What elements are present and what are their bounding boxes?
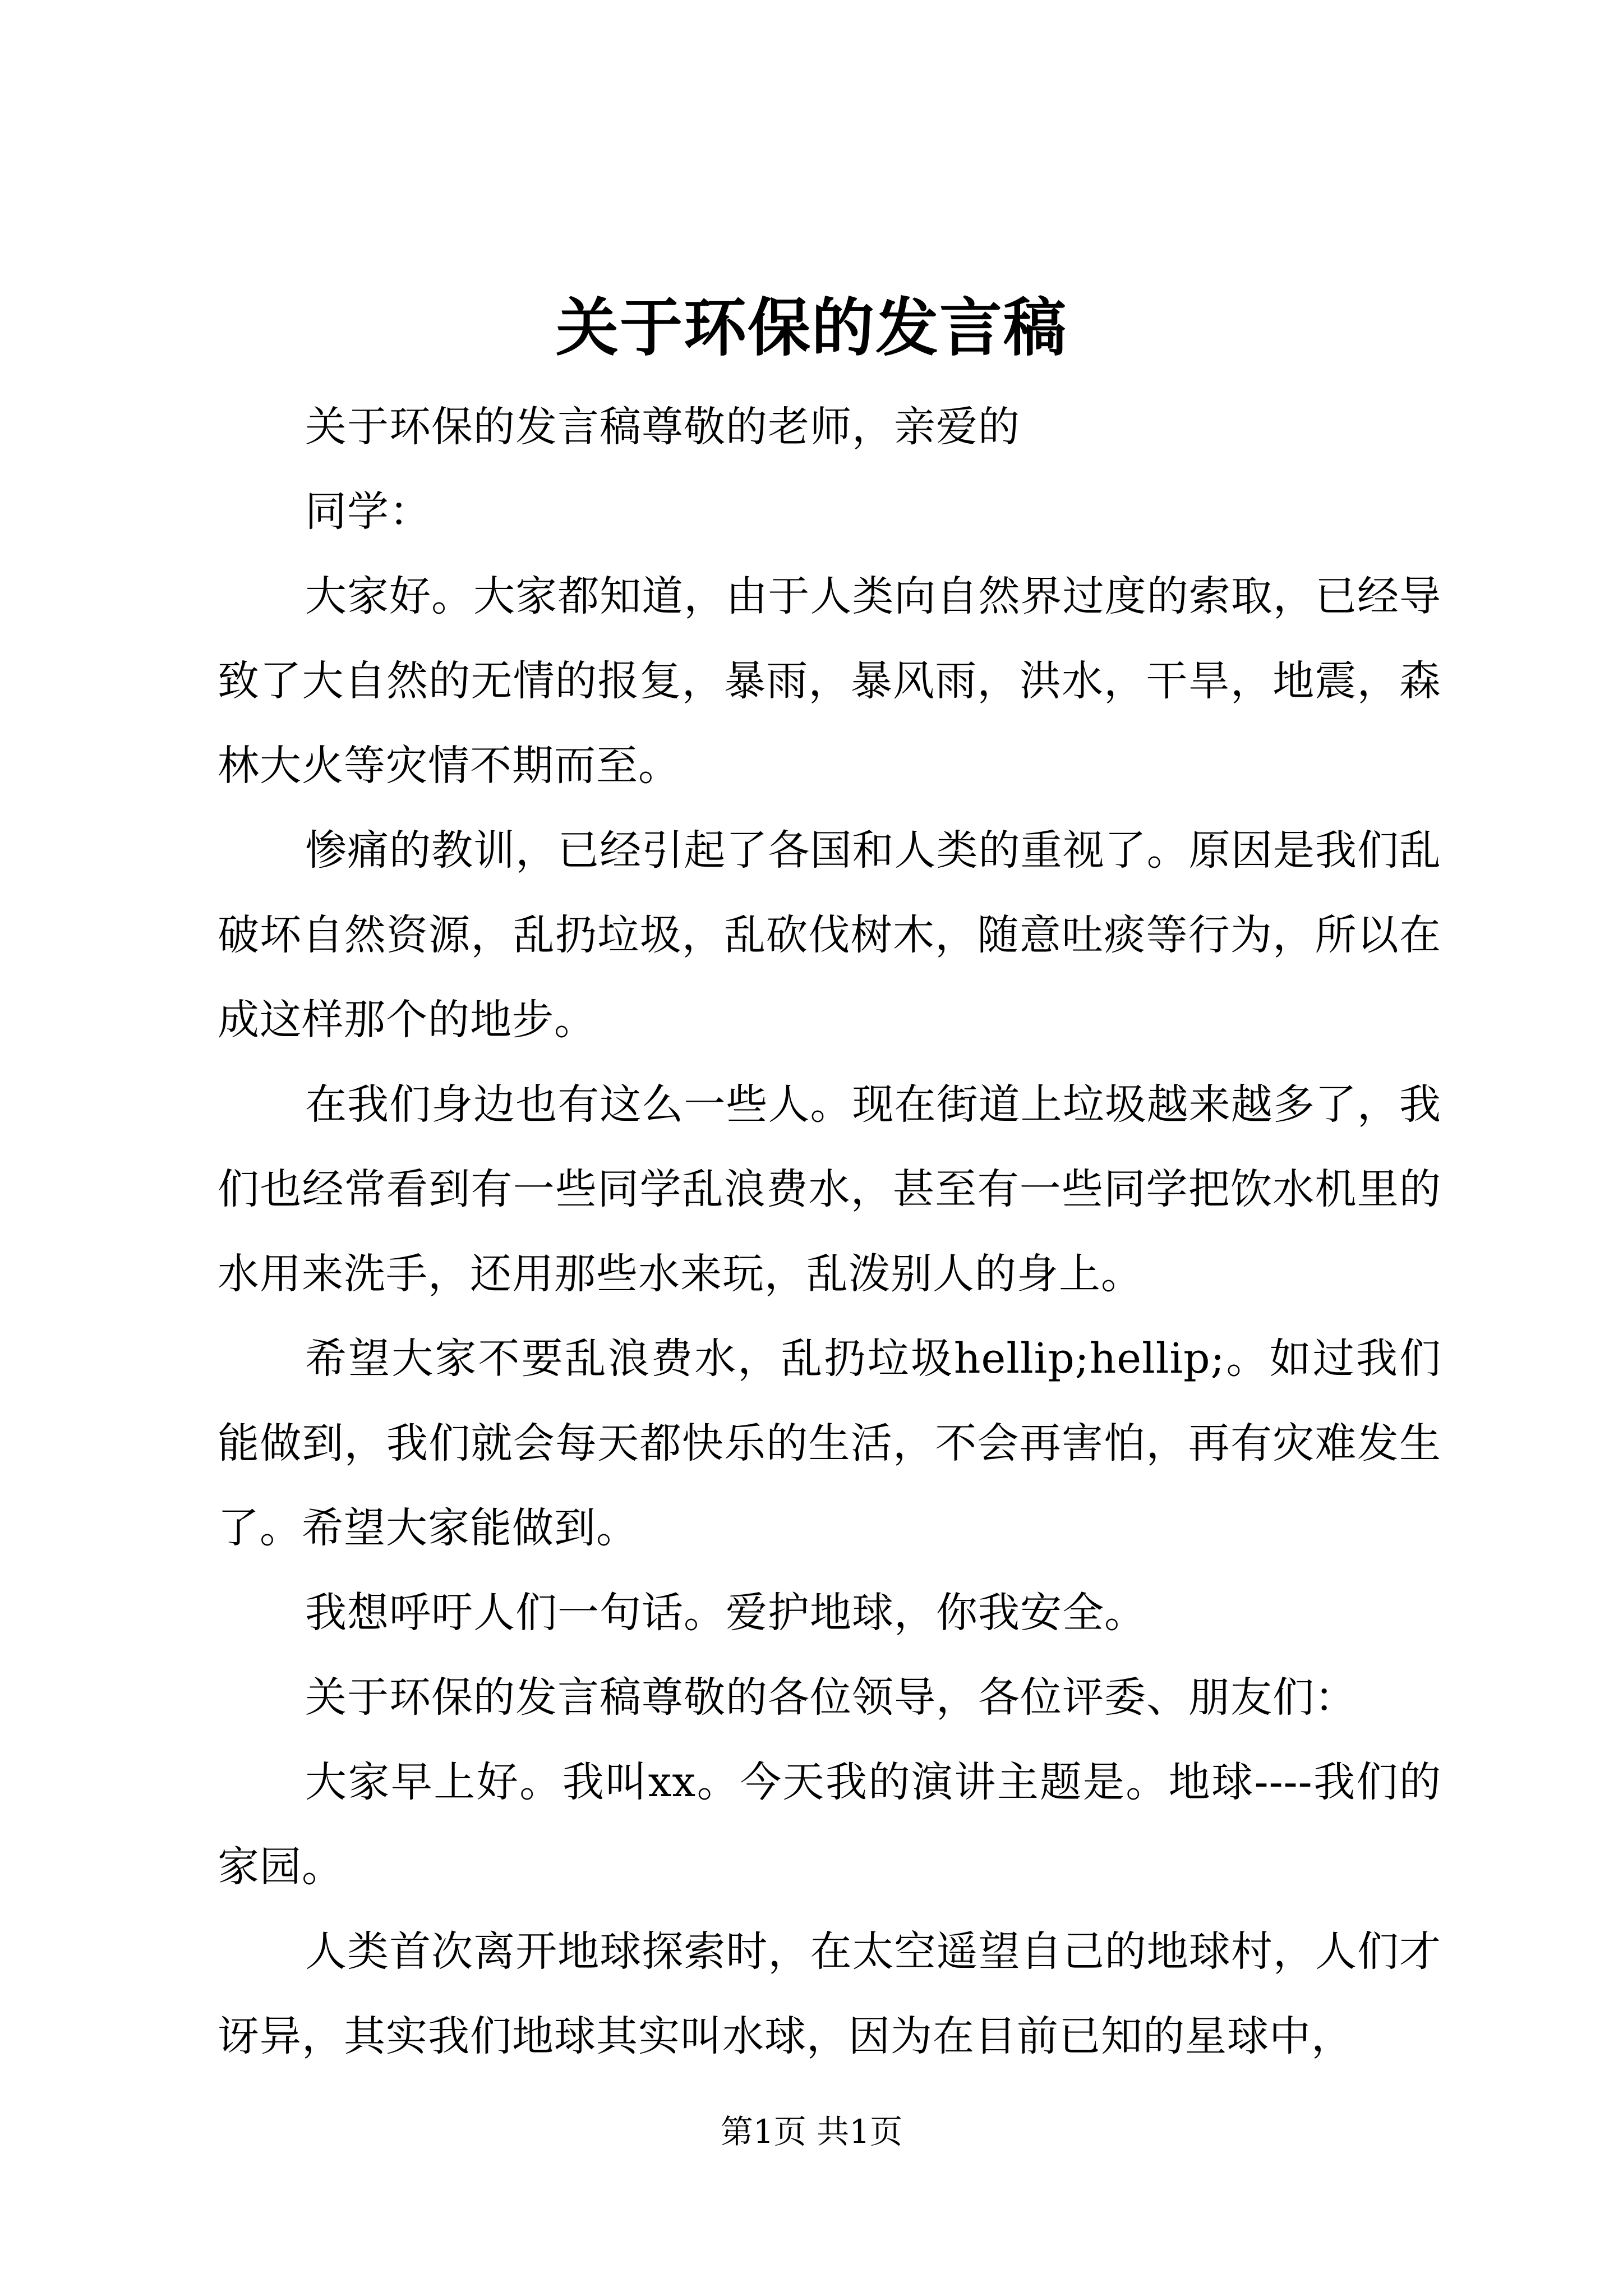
paragraph: 关于环保的发言稿尊敬的老师，亲爱的 [305, 403, 1020, 451]
document-title: 关于环保的发言稿 [556, 291, 1067, 365]
document-body [218, 385, 1441, 2079]
paragraph: 在我们身边也有这么一些人。现在街道上垃圾越来越多了，我们也经常看到有一些同学乱浪费水，甚至有一些同学把饮水机里的水用来洗手，还用那些水来玩，乱泼别人的身上。 [218, 1080, 1441, 1298]
paragraph: 希望大家不要乱浪费水，乱扔垃圾hellip;hellip;。如过我们能做到，我们就会每天都快乐的生活，不会再害怕，再有灾难发生了。希望大家能做到。 [218, 1335, 1441, 1552]
paragraph: 同学： [305, 487, 431, 536]
paragraph: 大家好。大家都知道，由于人类向自然界过度的索取，已经导致了大自然的无情的报复，暴雨，暴风雨，洪水，干旱，地震，森林大火等灾情不期而至。 [218, 572, 1441, 790]
paragraph: 大家早上好。我叫xx。今天我的演讲主题是。地球----我们的家园。 [218, 1758, 1441, 1891]
page-footer: 第1页 共1页 [720, 2113, 903, 2151]
paragraph: 惨痛的教训，已经引起了各国和人类的重视了。原因是我们乱破坏自然资源，乱扔垃圾，乱砍伐树木，随意吐痰等行为，所以在成这样那个的地步。 [218, 826, 1441, 1044]
paragraph: 我想呼吁人们一句话。爱护地球，你我安全。 [305, 1589, 1146, 1637]
paragraph: 人类首次离开地球探索时，在太空遥望自己的地球村，人们才讶异，其实我们地球其实叫水球，因为在目前已知的星球中， [218, 1927, 1441, 2060]
paragraph: 关于环保的发言稿尊敬的各位领导，各位评委、朋友们： [305, 1673, 1357, 1722]
